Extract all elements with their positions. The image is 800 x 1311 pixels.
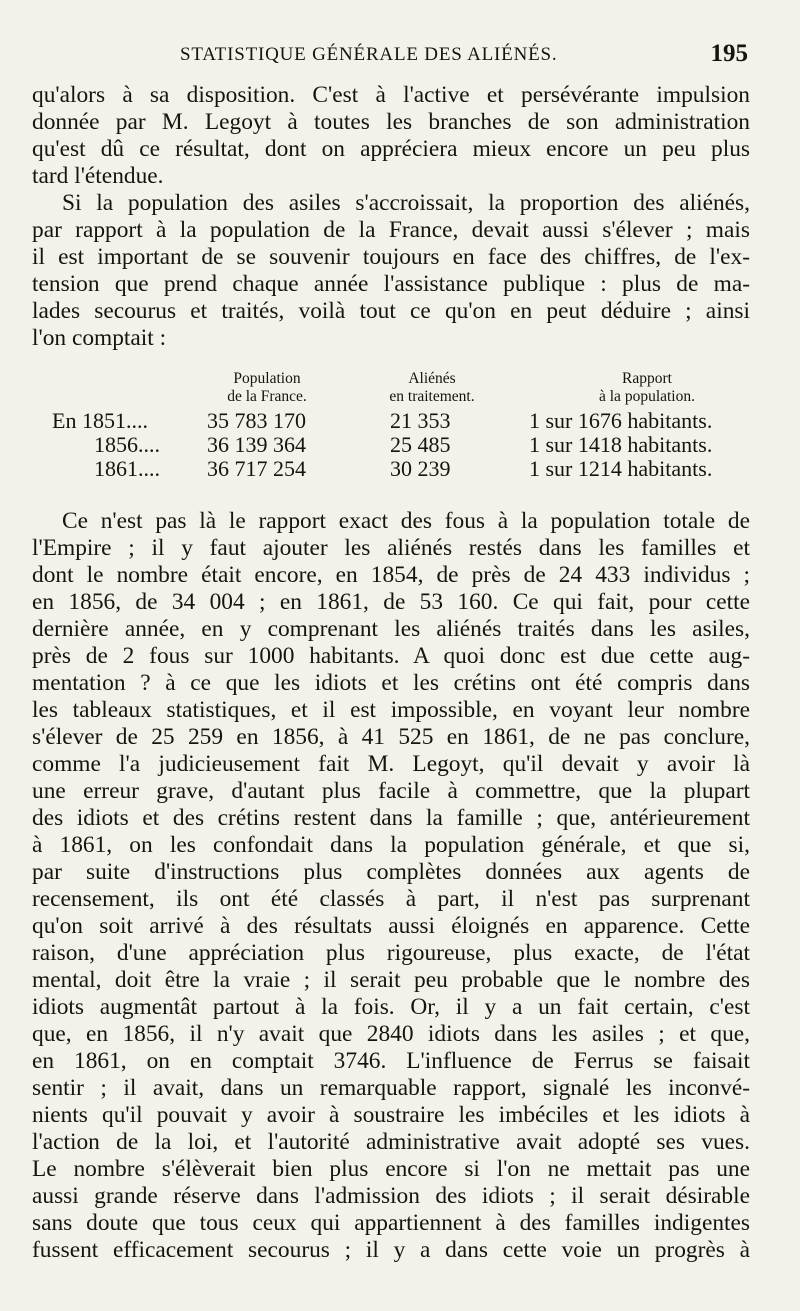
text-line: sans doute que tous ceux qui appartiennent à des familles indigentes	[32, 1210, 750, 1236]
text-line: lades secourus et traités, voilà tout ce qu'on en peut déduire ; ainsi	[32, 298, 750, 324]
year-cell: 1856....	[94, 432, 160, 457]
text-line: sentir ; il avait, dans un remarquable rapport, signalé les inconvé-	[32, 1075, 750, 1101]
text-line: que, en 1856, il n'y avait que 2840 idiots dans les asiles ; et que,	[32, 1021, 750, 1047]
running-title: STATISTIQUE GÉNÉRALE DES ALIÉNÉS.	[180, 44, 558, 65]
text-line: idiots augmentât partout à la fois. Or, il y a un fait certain, c'est	[32, 994, 750, 1020]
text-line: en 1856, de 34 004 ; en 1861, de 53 160. Ce qui fait, pour cette	[32, 589, 750, 615]
page-number: 195	[710, 40, 748, 67]
text-line: qu'est dû ce résultat, dont on appréciera mieux encore un peu plus	[32, 136, 750, 162]
text-line: les tableaux statistiques, et il est impossible, en voyant leur nombre	[32, 697, 750, 723]
text-line: comme l'a judicieusement fait M. Legoyt, qu'il devait y avoir là	[32, 751, 750, 777]
alienes-cell: 25 485	[390, 432, 451, 457]
table-row	[32, 408, 752, 434]
year-cell: 1861....	[94, 456, 160, 481]
text-line: fussent efficacement secourus ; il y a dans cette voie un progrès à	[32, 1237, 750, 1263]
text-line: qu'alors à sa disposition. C'est à l'active et persévérante impulsion	[32, 82, 750, 108]
text-line: par suite d'instructions plus complètes données aux agents de	[32, 859, 750, 885]
table-row	[32, 432, 752, 458]
text-line: Ce n'est pas là le rapport exact des fous à la population totale de	[62, 508, 750, 534]
text-line: donnée par M. Legoyt à toutes les branches de son administration	[32, 109, 750, 135]
text-line: Le nombre s'élèverait bien plus encore si l'on ne mettait pas une	[32, 1156, 750, 1182]
alienes-cell: 30 239	[390, 456, 451, 481]
population-cell: 35 783 170	[207, 408, 306, 433]
statistics-table	[32, 370, 752, 490]
column-header-rapport: Rapport à la population.	[599, 370, 695, 405]
text-line: dernière année, en y comprenant les aliénés traités dans les asiles,	[32, 616, 750, 642]
column-header-population: Population de la France.	[227, 370, 307, 405]
text-line: s'élever de 25 259 en 1856, à 41 525 en 1861, de ne pas conclure,	[32, 724, 750, 750]
year-cell: En 1851....	[52, 408, 148, 433]
text-line: mentation ? à ce que les idiots et les crétins ont été compris dans	[32, 670, 750, 696]
text-line: qu'on soit arrivé à des résultats aussi éloignés en apparence. Cette	[32, 913, 750, 939]
rapport-cell: 1 sur 1676 habitants.	[529, 408, 713, 433]
text-line: l'Empire ; il y faut ajouter les aliénés restés dans les familles et	[32, 535, 750, 561]
text-line: Si la population des asiles s'accroissait, la proportion des aliénés,	[62, 190, 750, 216]
text-line: des idiots et des crétins restent dans la famille ; que, antérieurement	[32, 805, 750, 831]
text-line: l'action de la loi, et l'autorité administrative avait adopté ses vues.	[32, 1129, 750, 1155]
text-line: tension que prend chaque année l'assistance publique : plus de ma-	[32, 271, 750, 297]
rapport-cell: 1 sur 1214 habitants.	[529, 456, 713, 481]
text-line: aussi grande réserve dans l'admission des idiots ; il serait désirable	[32, 1183, 750, 1209]
column-header-alienes: Aliénés en traitement.	[389, 370, 475, 405]
paragraph-main	[32, 508, 750, 1264]
text-line: une erreur grave, d'autant plus facile à commettre, que la plupart	[32, 778, 750, 804]
text-line: il est important de se souvenir toujours en face des chiffres, de l'ex-	[32, 244, 750, 270]
text-line: près de 2 fous sur 1000 habitants. A quoi donc est due cette aug-	[32, 643, 750, 669]
text-line: par rapport à la population de la France, devait aussi s'élever ; mais	[32, 217, 750, 243]
running-head	[60, 40, 748, 70]
text-line: à 1861, on les confondait dans la population générale, et que si,	[32, 832, 750, 858]
population-cell: 36 717 254	[207, 456, 306, 481]
text-line: nients qu'il pouvait y avoir à soustraire les imbéciles et les idiots à	[32, 1102, 750, 1128]
text-line: tard l'étendue.	[32, 163, 164, 189]
text-line: l'on comptait :	[32, 325, 167, 351]
text-line: raison, d'une appréciation plus rigoureuse, plus exacte, de l'état	[32, 940, 750, 966]
text-line: dont le nombre était encore, en 1854, de près de 24 433 individus ;	[32, 562, 750, 588]
text-line: recensement, ils ont été classés à part, il n'est pas surprenant	[32, 886, 750, 912]
paragraph-continued	[32, 82, 750, 352]
text-line: mental, doit être la vraie ; il serait peu probable que le nombre des	[32, 967, 750, 993]
rapport-cell: 1 sur 1418 habitants.	[529, 432, 713, 457]
table-row	[32, 456, 752, 482]
population-cell: 36 139 364	[207, 432, 306, 457]
alienes-cell: 21 353	[390, 408, 451, 433]
text-line: en 1861, on en comptait 3746. L'influence de Ferrus se faisait	[32, 1048, 750, 1074]
